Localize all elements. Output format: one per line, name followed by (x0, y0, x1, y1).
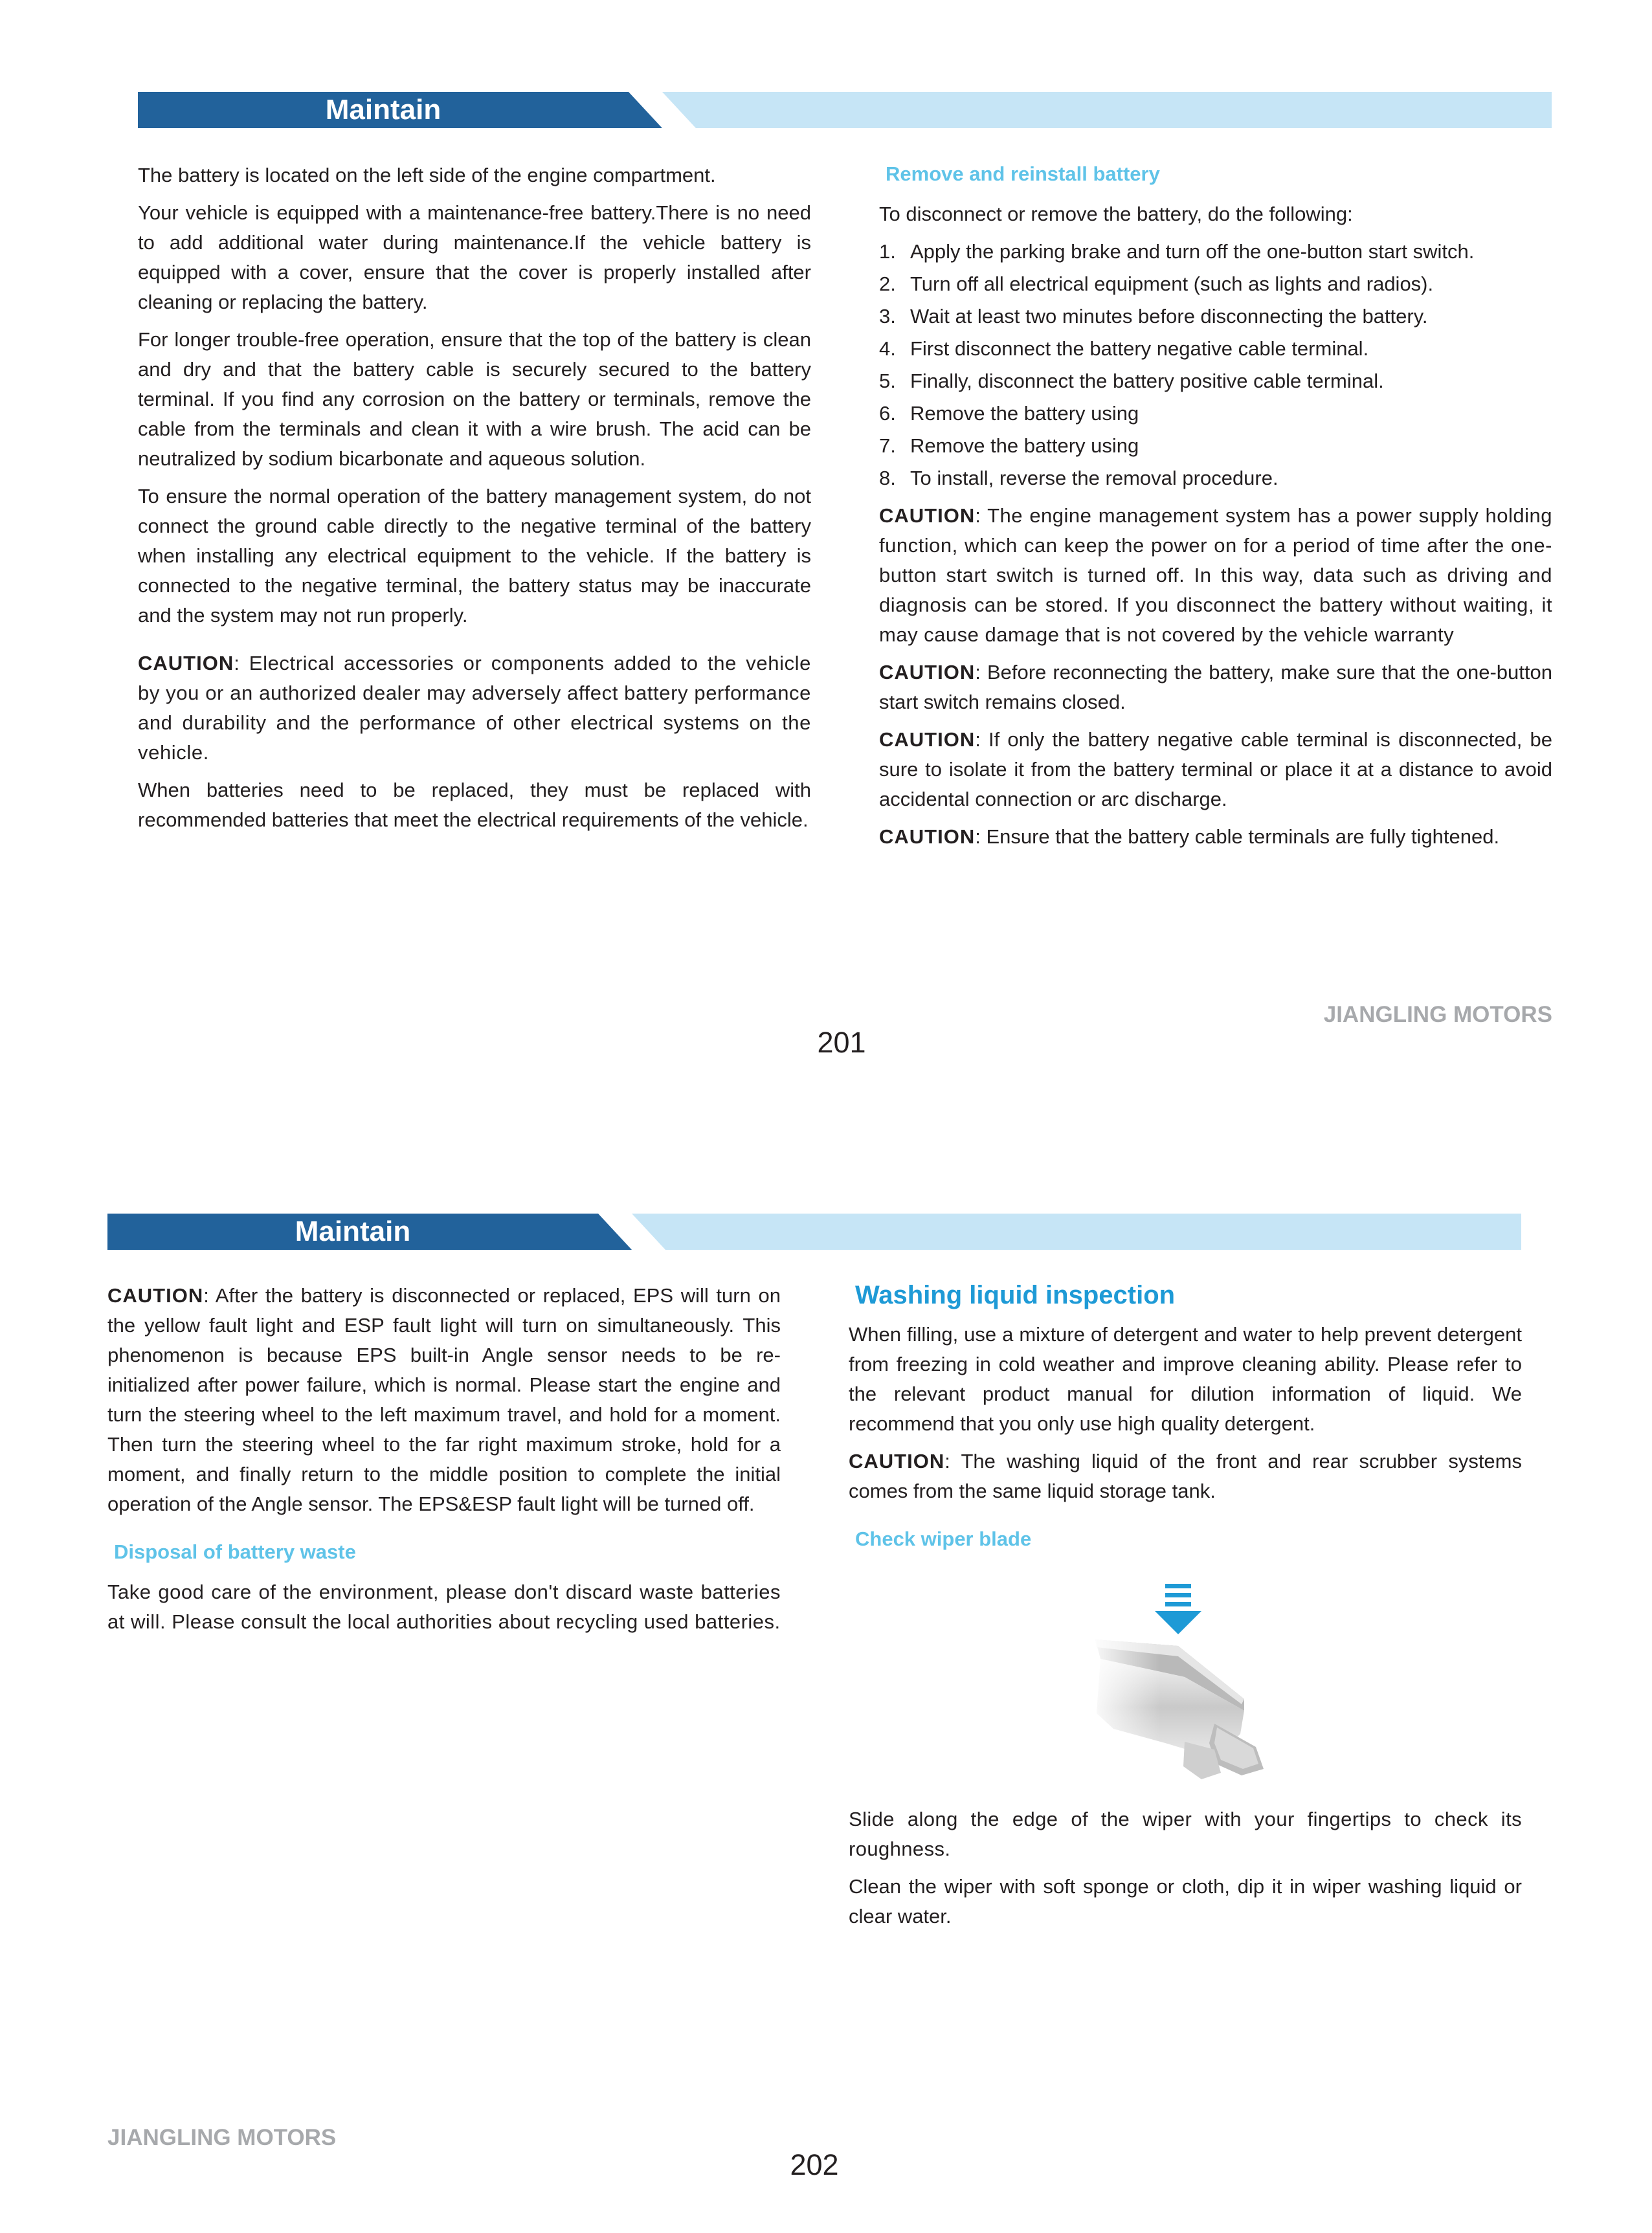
caution-note (879, 725, 1552, 814)
step-text: Remove the battery using (910, 402, 1139, 425)
paragraph: To disconnect or remove the battery, do the following: (879, 203, 1353, 225)
paragraph: Clean the wiper with soft sponge or cloth, dip it in wiper washing liquid or clear water. (849, 1875, 1522, 1927)
caution-label: CAUTION (879, 661, 976, 683)
caution-label: CAUTION (107, 1284, 204, 1307)
step-number: 7. (879, 434, 896, 457)
left-column (107, 1281, 781, 1645)
step-text: Turn off all electrical equipment (such as lights and radios). (910, 272, 1434, 295)
step-text: Apply the parking brake and turn off the one-button start switch. (910, 240, 1475, 263)
caution-label: CAUTION (849, 1450, 945, 1472)
section-banner (107, 1214, 1521, 1250)
right-column (879, 159, 1552, 860)
banner-light-segment (632, 1214, 1521, 1250)
wiper-blade-shape (1088, 1633, 1295, 1788)
caution-label: CAUTION (138, 652, 234, 674)
paragraph: Your vehicle is equipped with a maintenance-free battery.There is no need to add additional water during maintenance.If the vehicle battery is equipped with a cover, ensure that the cover is properly installed after cleaning or replacing the battery. (138, 201, 811, 313)
caution-note (849, 1447, 1522, 1506)
paragraph: The battery is located on the left side of the engine compartment. (138, 164, 716, 186)
caution-text: : If only the battery negative cable terminal is disconnected, be sure to isolate it from the battery terminal or place it at a distance to avoid accidental connection or arc discharge. (879, 728, 1552, 810)
caution-label: CAUTION (879, 728, 976, 751)
step-number: 6. (879, 402, 896, 425)
caution-note (879, 501, 1552, 650)
step-number: 4. (879, 337, 896, 360)
left-column (138, 161, 811, 843)
paragraph: For longer trouble-free operation, ensure that the top of the battery is clean and dry and that the battery cable is securely secured to the battery terminal. If you find any corrosion on the battery or terminals, remove the cable from the terminals and clean it with a wire brush. The acid can be neutralized by sodium bicarbonate and aqueous solution. (138, 328, 811, 470)
paragraph: To ensure the normal operation of the battery management system, do not connect the ground cable directly to the negative terminal of the battery when installing any electrical equipment to the vehicle. If the battery is connected to the negative terminal, the battery status may be inaccurate and the system may not run properly. (138, 485, 811, 627)
list-item (879, 302, 1552, 331)
list-item (879, 431, 1552, 461)
step-number: 8. (879, 467, 896, 489)
step-number: 2. (879, 272, 896, 295)
list-item (879, 366, 1552, 396)
paragraph: When filling, use a mixture of detergent and water to help prevent detergent from freezing in cold weather and improve cleaning ability. Please refer to the relevant product manual for dilution information of liquid. We recommend that you only use high quality detergent. (849, 1323, 1522, 1435)
brand-footer: JIANGLING MOTORS (1323, 1002, 1552, 1027)
press-arrow-icon (1155, 1584, 1201, 1634)
right-column-lower (849, 1805, 1522, 1939)
section-banner (138, 92, 1552, 128)
caution-note (879, 822, 1552, 852)
step-number: 3. (879, 305, 896, 328)
wiper-blade-press-illustration (1088, 1581, 1295, 1801)
caution-note (879, 658, 1552, 717)
list-item (879, 334, 1552, 364)
paragraph: When batteries need to be replaced, they must be replaced with recommended batteries that meet the electrical requirements of the vehicle. (138, 779, 811, 831)
brand-footer: JIANGLING MOTORS (107, 2125, 337, 2150)
caution-text: : The washing liquid of the front and rear scrubber systems comes from the same liquid storage tank. (849, 1450, 1522, 1502)
list-item (879, 237, 1552, 267)
paragraph: Slide along the edge of the wiper with your fingertips to check its roughness. (849, 1808, 1522, 1860)
list-item (879, 463, 1552, 493)
caution-note (107, 1281, 781, 1519)
caution-label: CAUTION (879, 825, 976, 848)
paragraph: Take good care of the environment, please don't discard waste batteries at will. Please consult the local authorities about recycling used batteries. (107, 1581, 781, 1633)
step-text: Wait at least two minutes before disconnecting the battery. (910, 305, 1428, 328)
page-number: 202 (790, 2148, 839, 2181)
caution-label: CAUTION (879, 504, 976, 527)
step-text: First disconnect the battery negative cable terminal. (910, 337, 1369, 360)
step-number: 1. (879, 240, 896, 263)
subheading: Check wiper blade (855, 1528, 1032, 1550)
step-text: Finally, disconnect the battery positive cable terminal. (910, 370, 1384, 392)
manual-page-202 (0, 1116, 1652, 2233)
caution-text: : Ensure that the battery cable terminals are fully tightened. (975, 825, 1500, 848)
caution-text: : Electrical accessories or components added to the vehicle by you or an authorized dealer may adversely affect battery performance and durability and the performance of other electrical systems on the vehicle. (138, 652, 811, 764)
step-text: Remove the battery using (910, 434, 1139, 457)
right-column (849, 1277, 1522, 1564)
section-title: Maintain (295, 1216, 411, 1247)
step-number: 5. (879, 370, 896, 392)
steps-list (879, 237, 1552, 493)
caution-text: : Before reconnecting the battery, make sure that the one-button start switch remains closed. (879, 661, 1552, 713)
manual-page-201 (0, 0, 1652, 1116)
section-heading: Washing liquid inspection (855, 1281, 1176, 1309)
list-item (879, 269, 1552, 299)
page-number: 201 (817, 1026, 866, 1059)
caution-note (138, 649, 811, 768)
subheading: Disposal of battery waste (114, 1540, 356, 1563)
subheading: Remove and reinstall battery (886, 162, 1160, 185)
section-title: Maintain (325, 94, 441, 126)
caution-text: : After the battery is disconnected or replaced, EPS will turn on the yellow fault light and ESP fault light will turn on simultaneously. This phenomenon is because EPS built-in Angle sensor needs to be re-initialized after power failure, which is normal. Please start the engine and turn the steering wheel to the left maximum travel, and hold for a moment. Then turn the steering wheel to the far right maximum stroke, hold for a moment, and finally return to the middle position to complete the initial operation of the Angle sensor. The EPS&ESP fault light will be turned off. (107, 1284, 781, 1515)
caution-text: : The engine management system has a power supply holding function, which can keep the power on for a period of time after the one-button start switch is turned off. In this way, data such as driving and diagnosis can be stored. If you disconnect the battery without waiting, it may cause damage that is not covered by the vehicle warranty (879, 504, 1552, 646)
list-item (879, 399, 1552, 428)
banner-light-segment (662, 92, 1552, 128)
step-text: To install, reverse the removal procedure. (910, 467, 1278, 489)
